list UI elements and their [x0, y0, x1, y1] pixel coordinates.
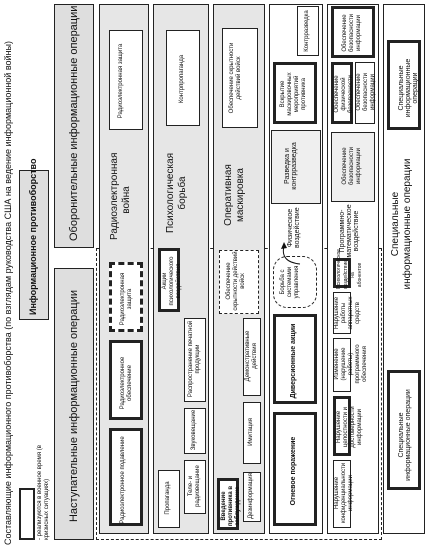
- deceive-box: Введение противника в заблуждение: [217, 478, 239, 530]
- sw-psy-box: Психологическое воздействие на абонентов: [333, 258, 351, 288]
- sw-confidential-box: Нарушение конфиденциальности информации: [333, 460, 351, 528]
- root-node: Информационное противоборство: [19, 170, 49, 320]
- psy-header: Психологическая борьба: [157, 148, 205, 238]
- control-fight-box: Борьба с системами управления: [273, 256, 317, 308]
- mask-header: Оперативная маскировка: [217, 150, 261, 240]
- sw-software-box: Изменение (нарушение работы) программного обеспечения: [333, 338, 351, 392]
- counterprop-box: Контрпропаганда: [166, 30, 200, 126]
- rew-header: Радиоэлектронная война: [103, 160, 145, 240]
- sw-integrity-box: Нарушение целостности и достоверности информации: [333, 396, 351, 456]
- re-suppression-box: Радиоэлектронное подавление: [109, 428, 143, 526]
- re-protection-box-defensive: Радиоэлектронная защита: [109, 30, 143, 130]
- sec-info-box: Обеспечение безопасности информации: [331, 132, 375, 202]
- spec-io-box: Специальные информационные операции: [387, 370, 421, 490]
- soft-header: Программно-математическое воздействие: [339, 204, 360, 258]
- re-protection-box-offensive: Радиоэлектронная защита: [109, 262, 143, 332]
- defensive-band: Оборонительные информационные операции: [54, 4, 94, 248]
- printed-box: Распространение печатной продукции: [184, 318, 206, 402]
- legend-swatch: [19, 488, 35, 540]
- sec-info2-box: Обеспечение безопасности информации: [355, 62, 375, 124]
- spec-io-top-box: Специальные информационные операции: [387, 40, 421, 130]
- propaganda-box: Пропаганда: [158, 470, 180, 528]
- demo-box: Демонстративные действия: [243, 318, 261, 396]
- re-support-box: Радиоэлектронное обеспечение: [109, 340, 143, 420]
- disinfo-box: Дезинформация: [243, 472, 261, 522]
- special-header: Специальные информационные операции: [390, 158, 413, 290]
- recon-box: Разведка и контрразведка: [271, 130, 321, 204]
- offensive-band: Наступательные информационные операции: [54, 268, 94, 540]
- secrecy-box-defensive: Обеспечение скрытности действий войск: [222, 28, 258, 128]
- sound-box: Звуковещание: [184, 408, 206, 454]
- legend-text: - реализуются в военное время (в кризисных ситуациях): [37, 445, 50, 540]
- tv-radio-box: Теле- и радиовещание: [184, 460, 206, 514]
- psy-actions-box: Акции психологического воздействия: [158, 248, 180, 312]
- diversion-box: Диверсионные акции: [273, 314, 317, 404]
- expose-box: Вскрытие маскировочных мероприятий противника: [273, 62, 317, 124]
- phys-header: Физическое воздействие: [287, 207, 301, 248]
- figure-title: Составляющие информационного противоборства (по взглядам руководства США на ведение информационной войны): [3, 41, 13, 545]
- imitation-box: Имитация: [243, 402, 261, 464]
- sec-info-top-box: Обеспечение безопасности информации: [331, 6, 375, 58]
- sw-hardware-box: Нарушение работы аппаратных средств: [333, 292, 351, 334]
- sec-phys-box: Обеспечение физической безопасности: [331, 62, 353, 124]
- connector-arrow: [270, 240, 310, 270]
- fire-box: Огневое поражение: [273, 412, 317, 526]
- secrecy-box-offensive: Обеспечение скрытности действий войск: [219, 250, 259, 314]
- counter-recon-box: Контрразведка: [297, 6, 319, 56]
